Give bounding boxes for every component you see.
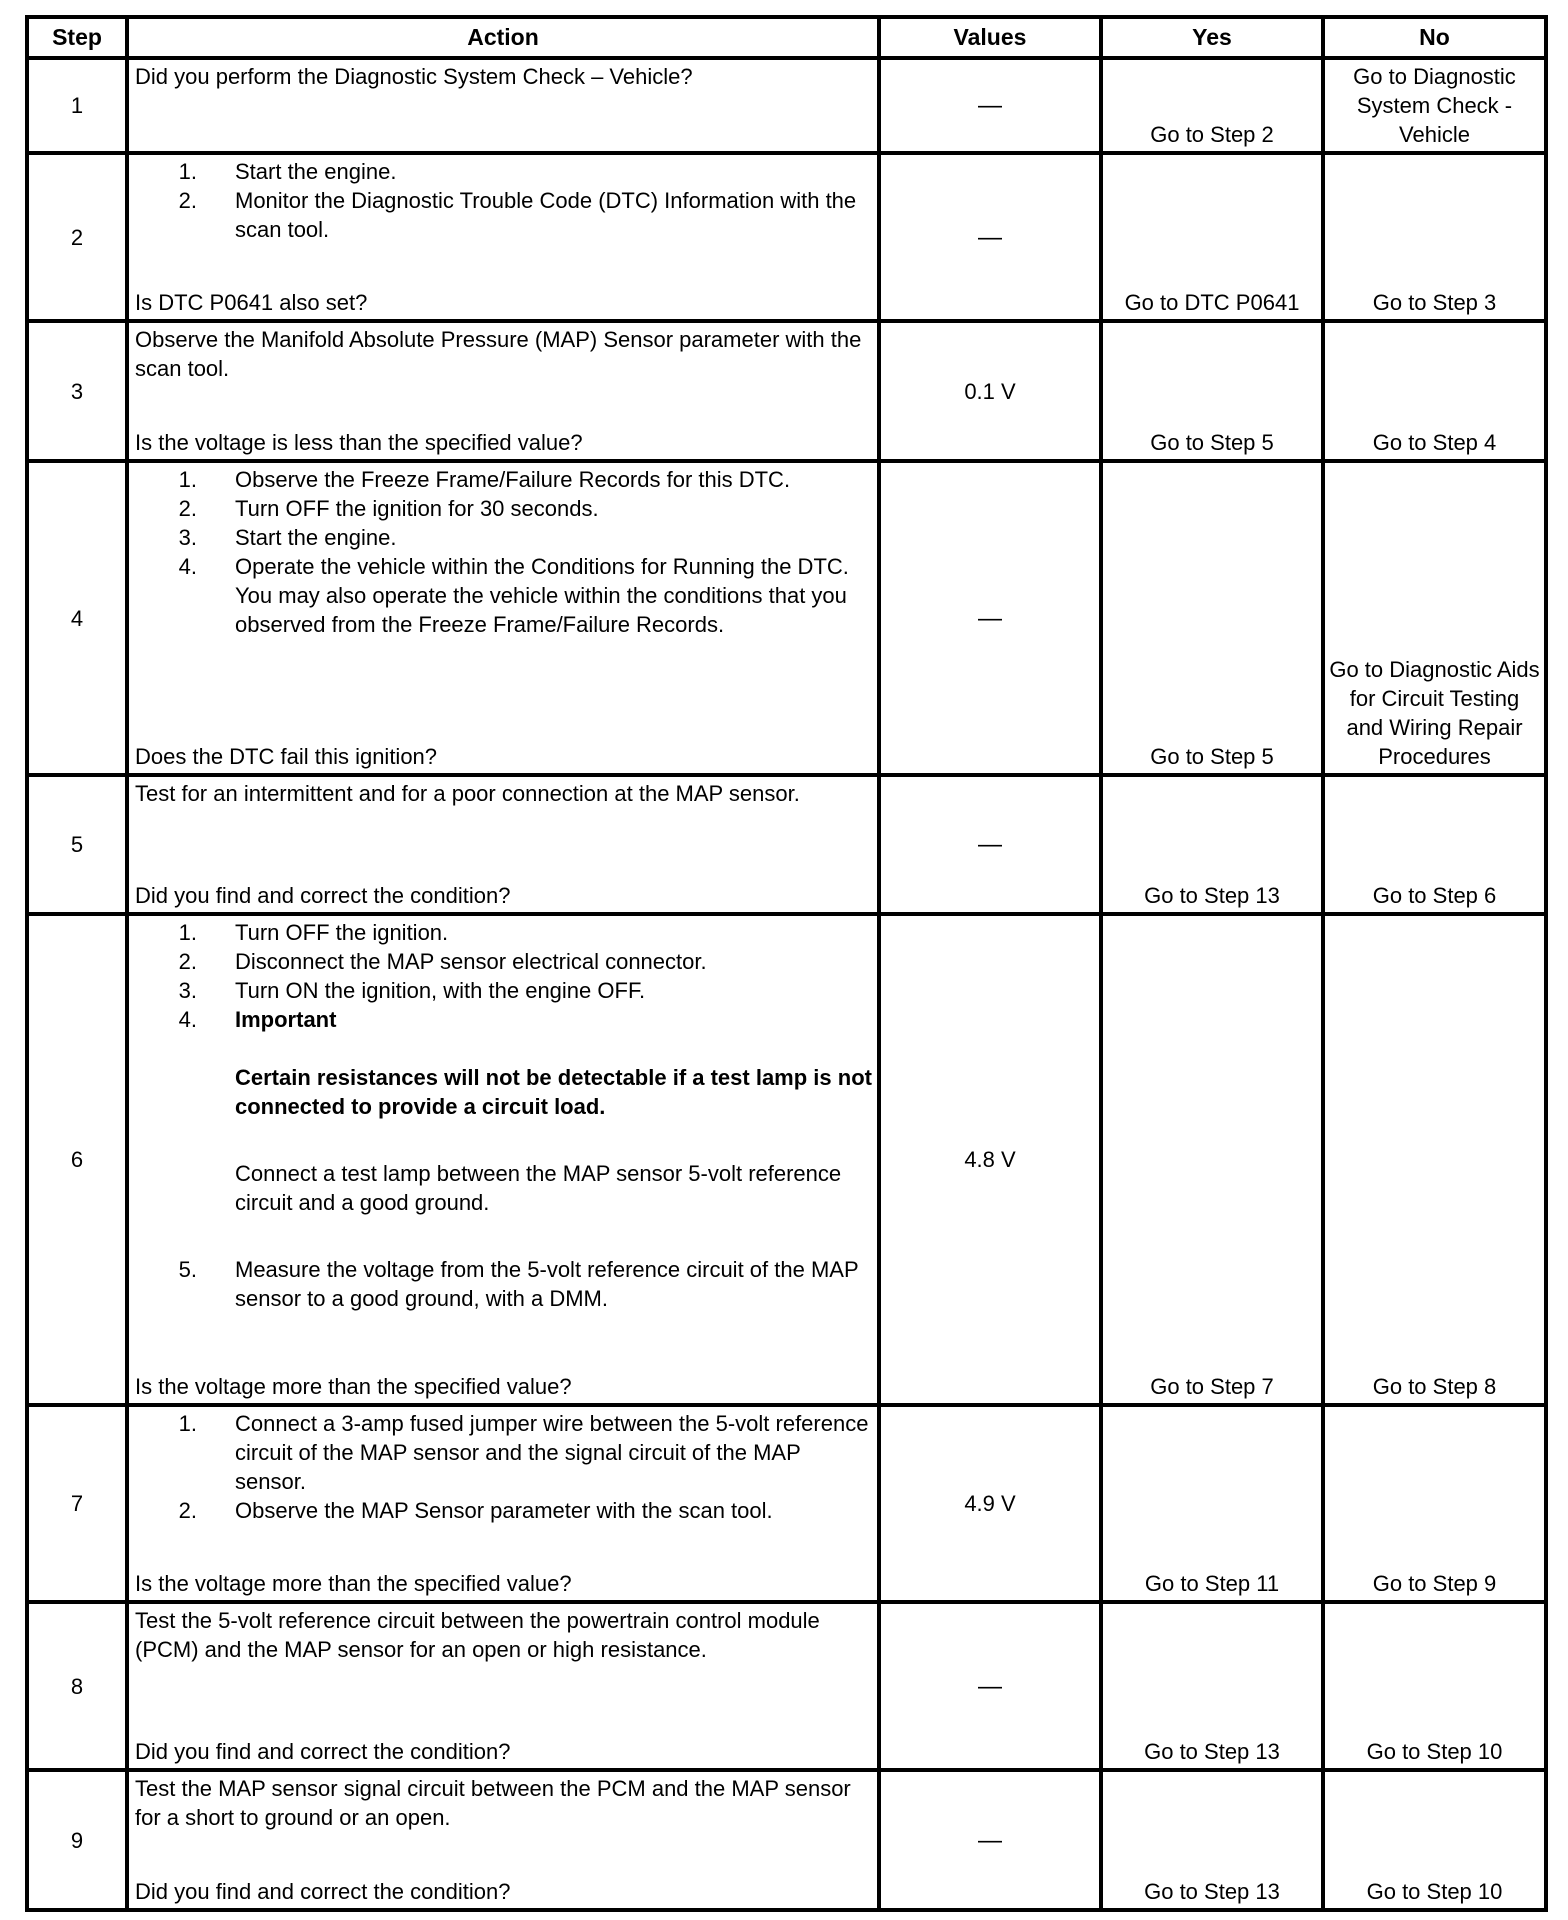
value-cell: — xyxy=(879,775,1101,914)
action-text: Test the MAP sensor signal circuit between the PCM and the MAP sensor for a short to ground or an open. xyxy=(135,1776,851,1830)
yes-cell: Go to DTC P0641 xyxy=(1101,153,1323,321)
value-cell: 0.1 V xyxy=(879,321,1101,461)
list-item: 4. Important xyxy=(178,1007,337,1032)
table-row xyxy=(27,461,1546,775)
important-instruction: Connect a test lamp between the MAP sensor 5-volt reference circuit and a good ground. xyxy=(235,1161,842,1215)
step-number: 9 xyxy=(27,1770,127,1910)
header-row xyxy=(27,17,1546,58)
list-item: 1. Turn OFF the ignition. xyxy=(178,920,449,945)
question-text: Is the voltage more than the specified value? xyxy=(135,1571,572,1596)
table-row xyxy=(27,153,1546,321)
list-item: 4. Operate the vehicle within the Conditions for Running the DTC. You may also operate the vehicle within the conditions that you observed from the Freeze Frame/Failure Records. xyxy=(178,554,849,637)
question-text: Is the voltage is less than the specified value? xyxy=(135,430,583,455)
header-step: Step xyxy=(27,17,127,58)
no-cell: Go to Step 3 xyxy=(1323,153,1546,321)
list-item: 1. Observe the Freeze Frame/Failure Records for this DTC. xyxy=(178,467,791,492)
list-item: 2. Turn OFF the ignition for 30 seconds. xyxy=(178,496,599,521)
value-cell: 4.9 V xyxy=(879,1405,1101,1602)
header-yes: Yes xyxy=(1101,17,1323,58)
list-item: 1. Start the engine. xyxy=(178,159,397,184)
no-cell: Go to Step 10 xyxy=(1323,1770,1546,1910)
list-item: 5. Measure the voltage from the 5-volt reference circuit of the MAP sensor to a good ground, with a DMM. xyxy=(178,1257,859,1311)
action-cell xyxy=(127,321,879,461)
action-text: Test the 5-volt reference circuit between the powertrain control module (PCM) and the MAP sensor for an open or high resistance. xyxy=(135,1608,820,1662)
question-text: Does the DTC fail this ignition? xyxy=(135,744,438,769)
action-text: Observe the Manifold Absolute Pressure (MAP) Sensor parameter with the scan tool. xyxy=(135,327,862,381)
header-action: Action xyxy=(127,17,879,58)
question-text: Is the voltage more than the specified value? xyxy=(135,1374,572,1399)
question-text: Did you find and correct the condition? xyxy=(135,1739,511,1764)
yes-cell: Go to Step 13 xyxy=(1101,1770,1323,1910)
important-note: Certain resistances will not be detectable if a test lamp is not connected to provide a circuit load. xyxy=(235,1065,872,1119)
yes-cell: Go to Step 5 xyxy=(1101,461,1323,775)
step-number: 8 xyxy=(27,1602,127,1770)
yes-cell: Go to Step 13 xyxy=(1101,775,1323,914)
action-text: Test for an intermittent and for a poor connection at the MAP sensor. xyxy=(135,781,800,806)
step-number: 1 xyxy=(27,58,127,153)
step-number: 6 xyxy=(27,914,127,1405)
action-text: Did you perform the Diagnostic System Check – Vehicle? xyxy=(135,64,693,89)
step-number: 5 xyxy=(27,775,127,914)
yes-cell: Go to Step 7 xyxy=(1101,914,1323,1405)
yes-cell: Go to Step 5 xyxy=(1101,321,1323,461)
list-item: 2. Observe the MAP Sensor parameter with the scan tool. xyxy=(178,1498,773,1523)
step-number: 2 xyxy=(27,153,127,321)
action-cell xyxy=(127,1602,879,1770)
table-row xyxy=(27,321,1546,461)
header-values: Values xyxy=(879,17,1101,58)
list-item: 2. Disconnect the MAP sensor electrical connector. xyxy=(178,949,707,974)
action-cell xyxy=(127,461,879,775)
no-cell: Go to Diagnostic Aids for Circuit Testing and Wiring Repair Procedures xyxy=(1323,461,1546,775)
question-text: Did you find and correct the condition? xyxy=(135,1879,511,1904)
no-cell: Go to Diagnostic System Check - Vehicle xyxy=(1323,58,1546,153)
procedure-list xyxy=(135,1255,873,1313)
table-row xyxy=(27,58,1546,153)
step-number: 3 xyxy=(27,321,127,461)
no-cell: Go to Step 10 xyxy=(1323,1602,1546,1770)
table-row xyxy=(27,1770,1546,1910)
action-cell xyxy=(127,775,879,914)
header-no: No xyxy=(1323,17,1546,58)
yes-cell: Go to Step 13 xyxy=(1101,1602,1323,1770)
value-cell: — xyxy=(879,1602,1101,1770)
table-row xyxy=(27,775,1546,914)
procedure-list xyxy=(135,465,873,639)
procedure-list xyxy=(135,1409,873,1525)
step-number: 4 xyxy=(27,461,127,775)
diagnostic-table xyxy=(25,15,1548,1912)
table-row xyxy=(27,1405,1546,1602)
list-item: 1. Connect a 3-amp fused jumper wire between the 5-volt reference circuit of the MAP sensor and the signal circuit of the MAP sensor. xyxy=(178,1411,869,1494)
table-row xyxy=(27,1602,1546,1770)
value-cell: — xyxy=(879,461,1101,775)
table-row xyxy=(27,914,1546,1405)
action-cell xyxy=(127,1770,879,1910)
list-item: 3. Turn ON the ignition, with the engine OFF. xyxy=(178,978,646,1003)
step-number: 7 xyxy=(27,1405,127,1602)
procedure-list xyxy=(135,918,873,1034)
no-cell: Go to Step 4 xyxy=(1323,321,1546,461)
action-cell xyxy=(127,153,879,321)
value-cell: 4.8 V xyxy=(879,914,1101,1405)
yes-cell: Go to Step 2 xyxy=(1101,58,1323,153)
action-cell xyxy=(127,914,879,1405)
no-cell: Go to Step 9 xyxy=(1323,1405,1546,1602)
no-cell: Go to Step 6 xyxy=(1323,775,1546,914)
question-text: Did you find and correct the condition? xyxy=(135,883,511,908)
procedure-list xyxy=(135,157,873,244)
list-item: 3. Start the engine. xyxy=(178,525,397,550)
action-cell xyxy=(127,58,879,153)
value-cell: — xyxy=(879,1770,1101,1910)
list-item: 2. Monitor the Diagnostic Trouble Code (DTC) Information with the scan tool. xyxy=(178,188,857,242)
action-cell xyxy=(127,1405,879,1602)
no-cell: Go to Step 8 xyxy=(1323,914,1546,1405)
yes-cell: Go to Step 11 xyxy=(1101,1405,1323,1602)
value-cell: — xyxy=(879,153,1101,321)
value-cell: — xyxy=(879,58,1101,153)
question-text: Is DTC P0641 also set? xyxy=(135,290,368,315)
